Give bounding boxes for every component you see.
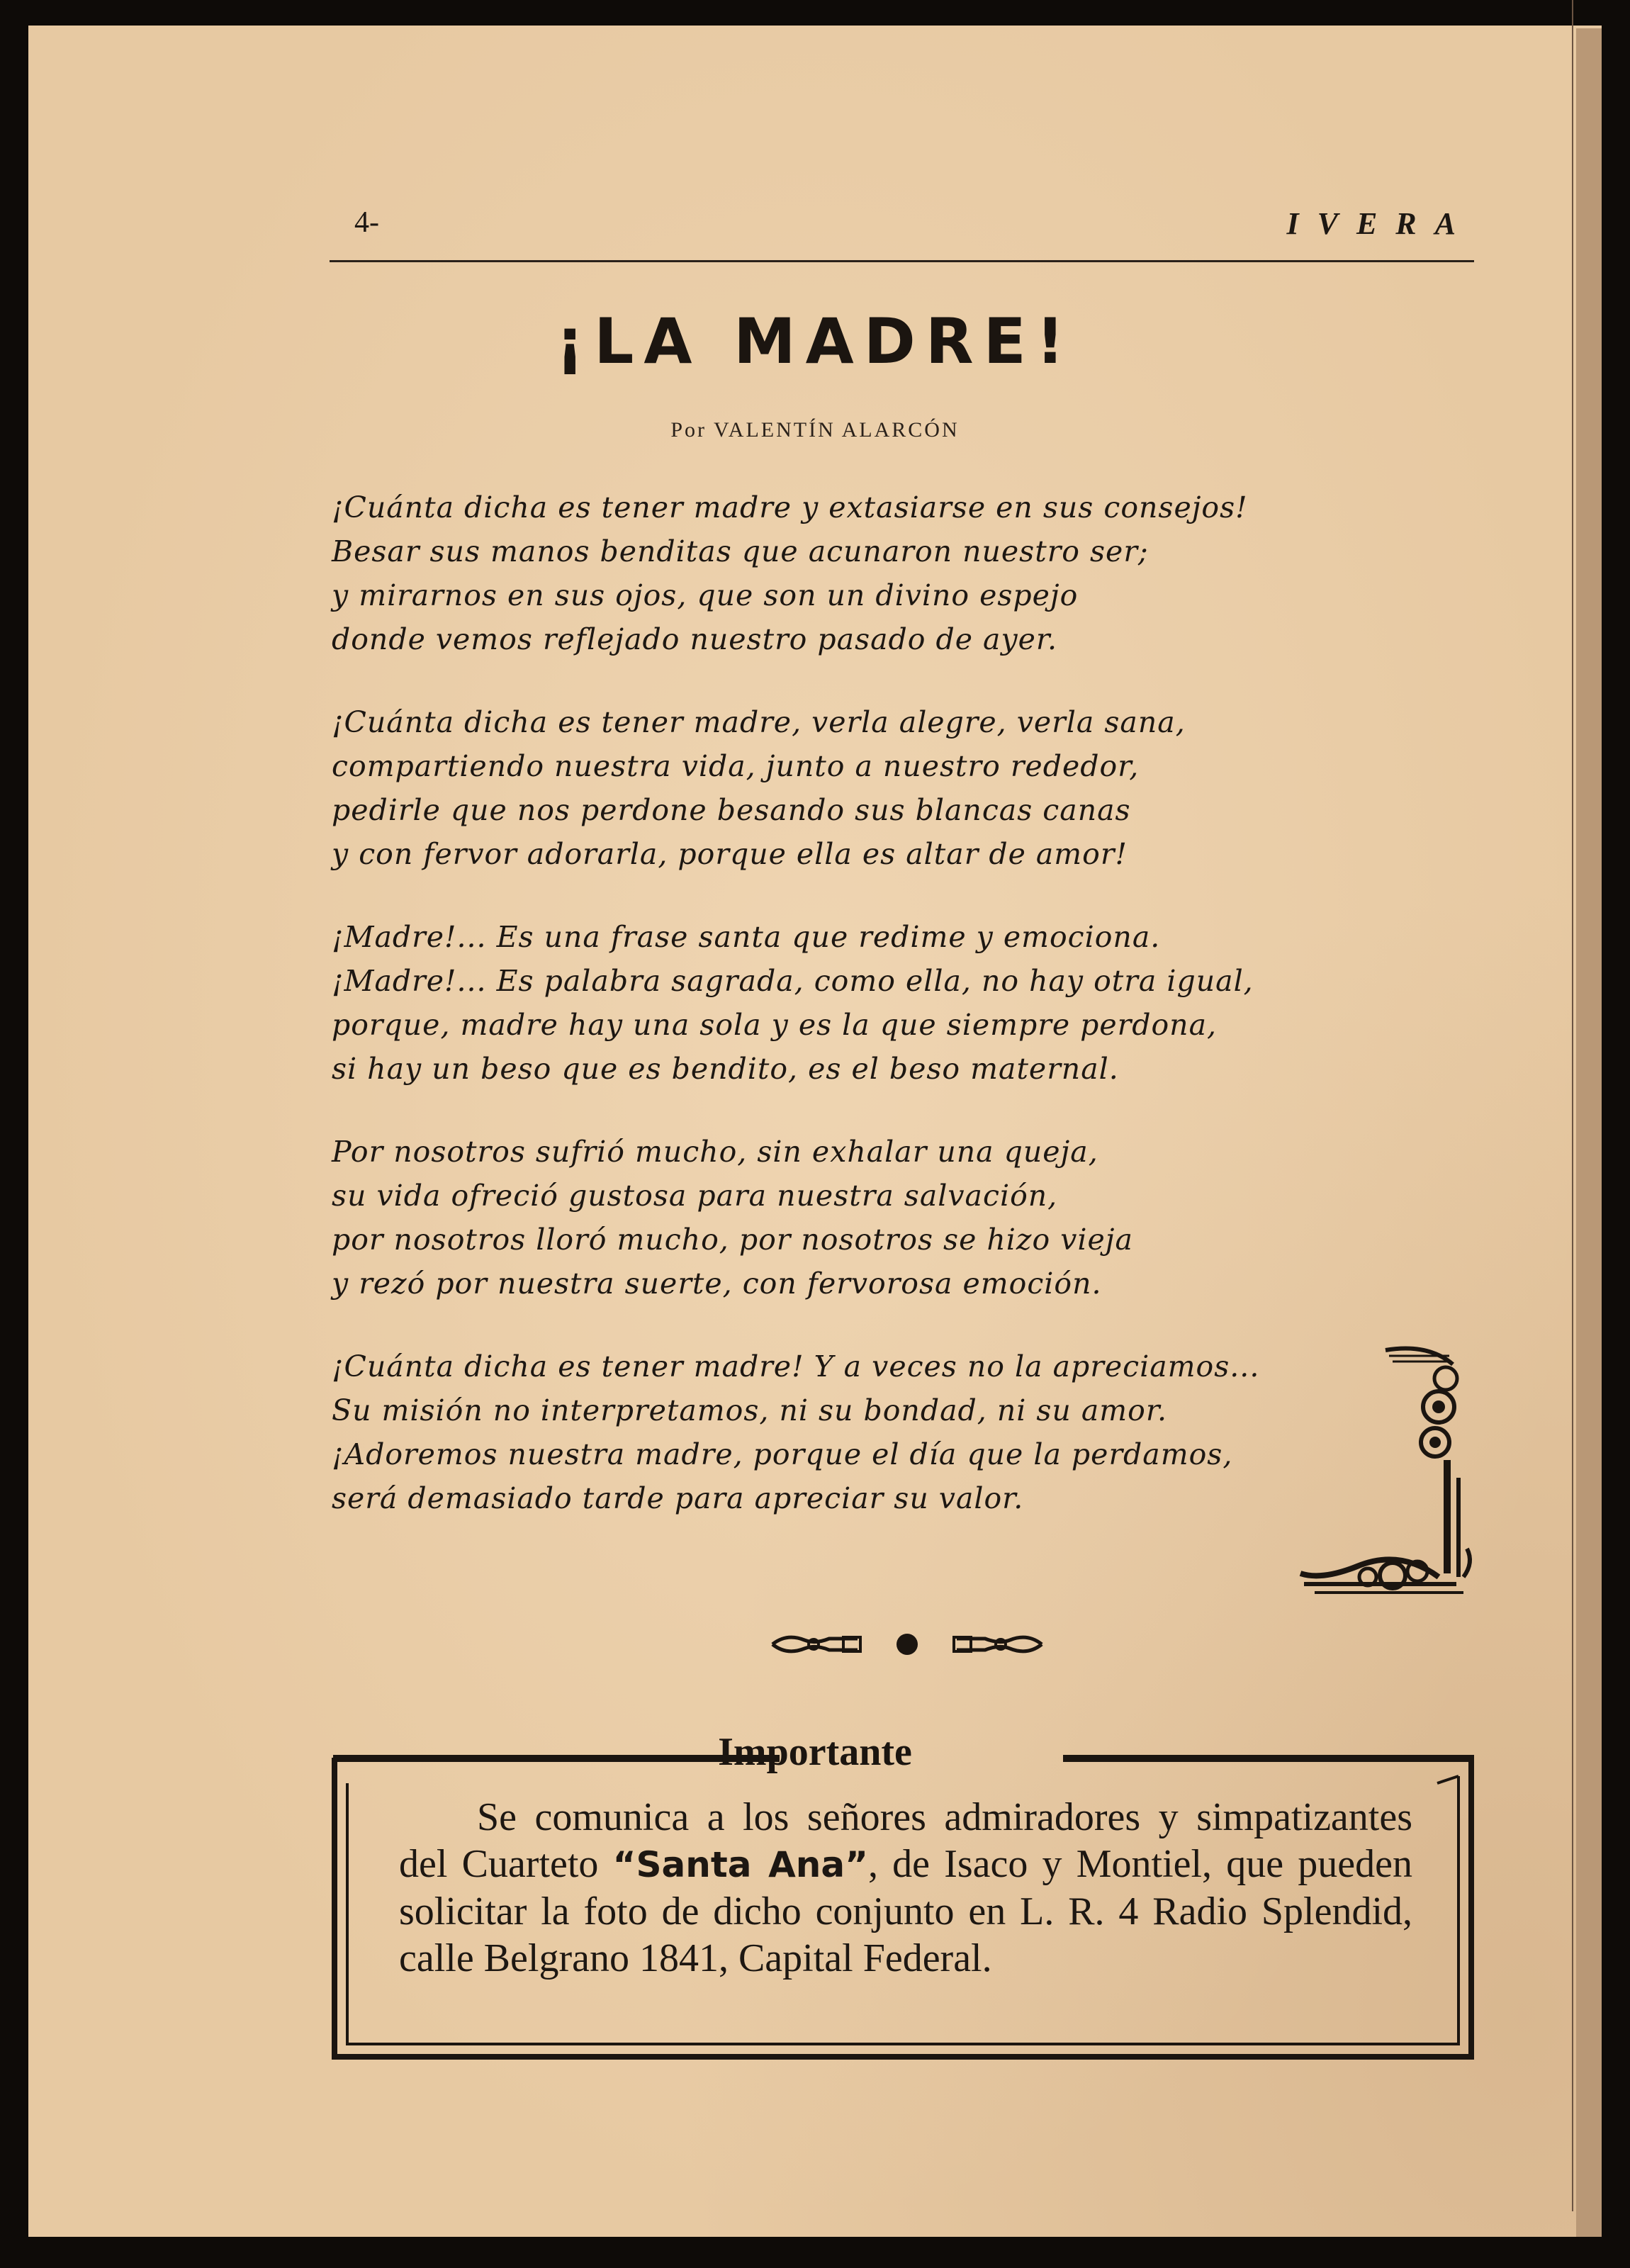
- magazine-name: IVERA: [1286, 206, 1474, 241]
- stanza-2: [332, 700, 1480, 876]
- article-title: ¡LA MADRE!: [556, 305, 1074, 378]
- verse-line: Por nosotros sufrió mucho, sin exhalar una queja,: [332, 1135, 1098, 1169]
- verse-line: y rezó por nuestra suerte, con fervorosa emoción.: [332, 1267, 1102, 1301]
- verse-line: por nosotros lloró mucho, por nosotros se hizo vieja: [332, 1223, 1133, 1257]
- verse-line: donde vemos reflejado nuestro pasado de ayer.: [332, 622, 1058, 656]
- verse-line: ¡Madre!... Es palabra sagrada, como ella, no hay otra igual,: [332, 964, 1254, 998]
- verse-line: compartiendo nuestra vida, junto a nuestro rededor,: [332, 749, 1140, 783]
- notice-text-before: Se comunica a los señores admiradores y simpatizantes del Cuarteto: [399, 1795, 1412, 1886]
- page-number: 4-: [354, 206, 379, 239]
- verse-line: y con fervor adorarla, porque ella es altar de amor!: [332, 837, 1128, 871]
- verse-line: Su misión no interpretamos, ni su bondad, ni su amor.: [332, 1393, 1167, 1427]
- verse-line: ¡Adoremos nuestra madre, porque el día que la perdamos,: [332, 1437, 1233, 1471]
- notice-box: [332, 1755, 1474, 2060]
- verse-line: ¡Cuánta dicha es tener madre, verla alegre, verla sana,: [332, 705, 1186, 739]
- notice-text-after: , de Isaco y Montiel, que pueden solicitar la foto de dicho conjunto en L. R. 4 Radio Splendid, calle Belgrano 1841, Capital Federal.: [399, 1842, 1412, 1980]
- running-head: [354, 206, 1474, 248]
- notice-text-emphasis: “Santa Ana”: [612, 1844, 868, 1885]
- header-rule: [330, 260, 1474, 262]
- verse-line: ¡Madre!... Es una frase santa que redime y emociona.: [332, 920, 1161, 954]
- verse-line: Besar sus manos benditas que acunaron nuestro ser;: [332, 534, 1149, 568]
- floral-corner-ornament-icon: [1293, 1336, 1478, 1605]
- notice-text: [399, 1794, 1412, 1982]
- notice-heading: Importante: [718, 1730, 912, 1774]
- stanza-4: [332, 1130, 1480, 1306]
- verse-line: ¡Cuánta dicha es tener madre y extasiarse en sus consejos!: [332, 490, 1248, 524]
- verse-line: porque, madre hay una sola y es la que siempre perdona,: [332, 1008, 1218, 1042]
- verse-line: ¡Cuánta dicha es tener madre! Y a veces no la apreciamos...: [332, 1349, 1260, 1383]
- verse-line: su vida ofreció gustosa para nuestra salvación,: [332, 1179, 1058, 1213]
- stanza-3: [332, 915, 1480, 1091]
- verse-line: será demasiado tarde para apreciar su valor.: [332, 1481, 1024, 1515]
- article-byline: Por VALENTÍN ALARCÓN: [670, 418, 960, 442]
- verse-line: si hay un beso que es bendito, es el beso maternal.: [332, 1052, 1119, 1086]
- scroll-dot-divider-icon: [765, 1630, 1049, 1658]
- stanza-1: [332, 485, 1480, 661]
- verse-line: pedirle que nos perdone besando sus blancas canas: [332, 793, 1131, 827]
- verse-line: y mirarnos en sus ojos, que son un divino espejo: [332, 578, 1079, 612]
